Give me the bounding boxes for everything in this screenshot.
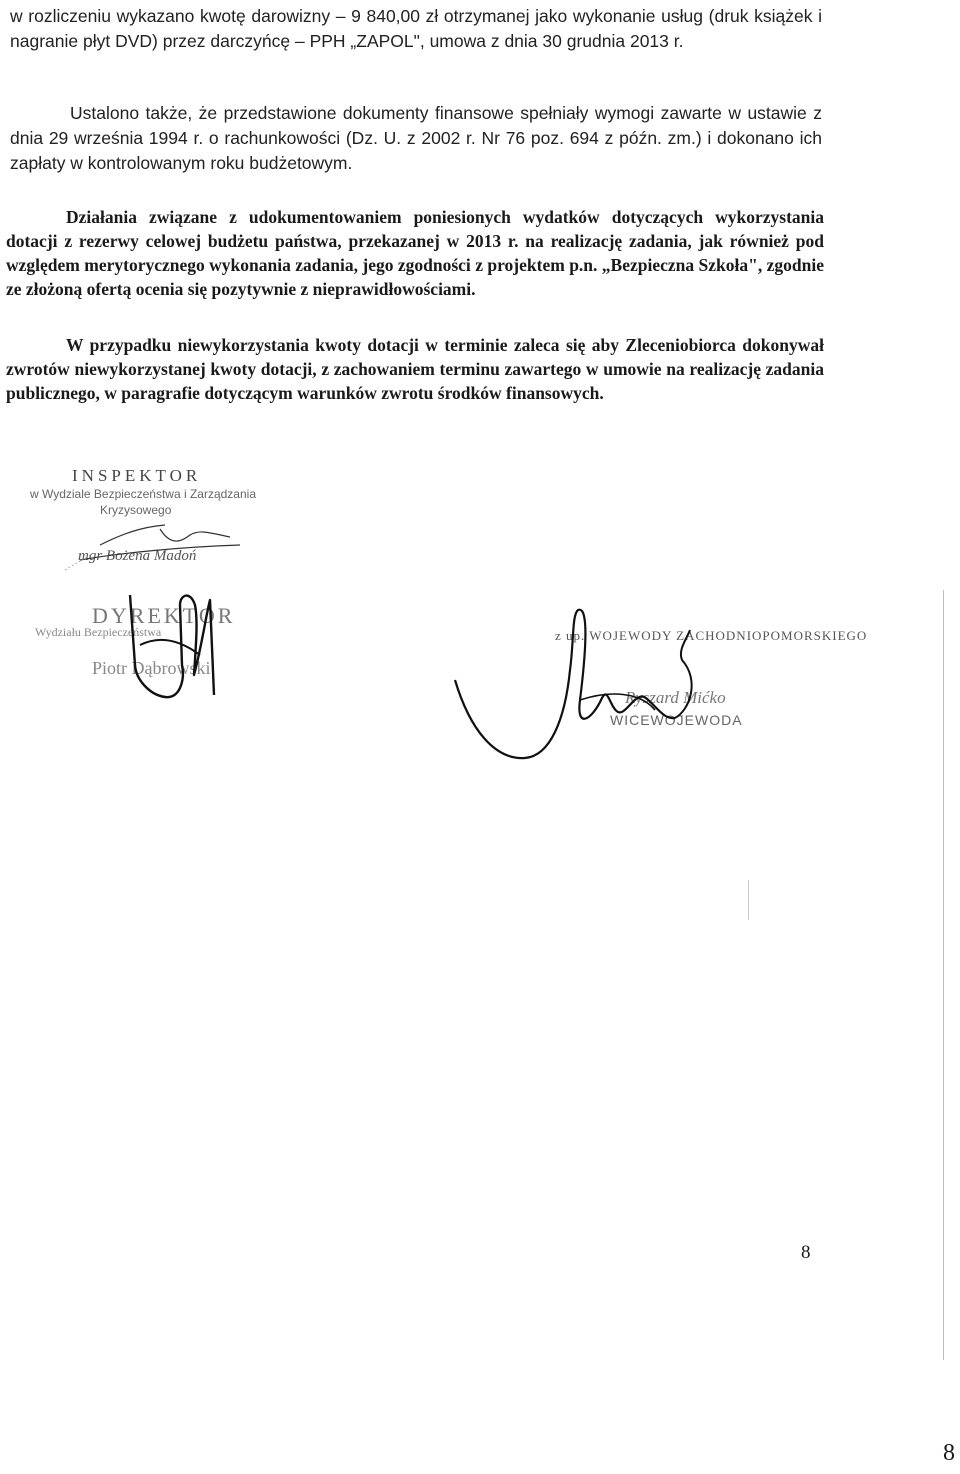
director-stamp-line1: Wydziału Bezpieczeństwa — [35, 625, 162, 639]
director-signature — [110, 585, 240, 715]
page-number: 8 — [801, 1242, 811, 1263]
scan-edge-line — [943, 590, 944, 1360]
deputy-signature — [450, 600, 730, 790]
director-stamp-title: DYREKTOR — [92, 603, 236, 628]
corner-page-number: 8 — [943, 1440, 955, 1466]
paragraph-financial-documents: Ustalono także, że przedstawione dokumenty finansowe spełniały wymogi zawarte w ustawie z dnia 29 września 1994 r. o rachunkowości (Dz. U. z 2002 r. Nr 76 poz. 694 z późn. zm.) i dokonano ich zapłaty w kontrolowanym roku budżetowym. — [10, 103, 822, 173]
inspector-stamp-line2: Kryzysowego — [100, 503, 172, 517]
paragraph-donation-settlement: w rozliczeniu wykazano kwotę darowizny – 9 840,00 zł otrzymanej jako wykonanie usług (druk książek i nagranie płyt DVD) przez darczyńcę – PPH „ZAPOL", umowa z dnia 30 grudnia 2013 r. — [10, 6, 822, 51]
inspector-signature — [60, 515, 260, 575]
inspector-stamp-name: mgr Bożena Madoń — [78, 548, 197, 564]
inspector-stamp-title: INSPEKTOR — [72, 466, 202, 485]
scan-artifact-mark — [748, 880, 749, 920]
deputy-stamp-title: WICEWOJEWODA — [610, 712, 743, 728]
director-stamp-name: Piotr Dąbrowski — [92, 658, 211, 678]
inspector-stamp-line1: w Wydziale Bezpieczeństwa i Zarządzania — [30, 487, 256, 501]
deputy-stamp-line1: z up. WOJEWODY ZACHODNIOPOMORSKIEGO — [555, 628, 868, 643]
paragraph-assessment: Działania związane z udokumentowaniem poniesionych wydatków dotyczących wykorzystania dotacji z rezerwy celowej budżetu państwa, przekazanej w 2013 r. na realizację zadania, jak również pod względem merytorycznego wykonania zadania, jego zgodności z projektem p.n. „Bezpieczna Szkoła", zgodnie ze złożoną ofertą ocenia się pozytywnie z nieprawidłowościami. — [6, 207, 824, 299]
deputy-stamp-name: Ryszard Mićko — [625, 688, 726, 707]
paragraph-recommendation: W przypadku niewykorzystania kwoty dotacji w terminie zaleca się aby Zleceniobiorca dokonywał zwrotów niewykorzystanej kwoty dotacji, z zachowaniem terminu zawartego w umowie na realizację zadania publicznego, w paragrafie dotyczącym warunków zwrotu środków finansowych. — [6, 335, 824, 403]
